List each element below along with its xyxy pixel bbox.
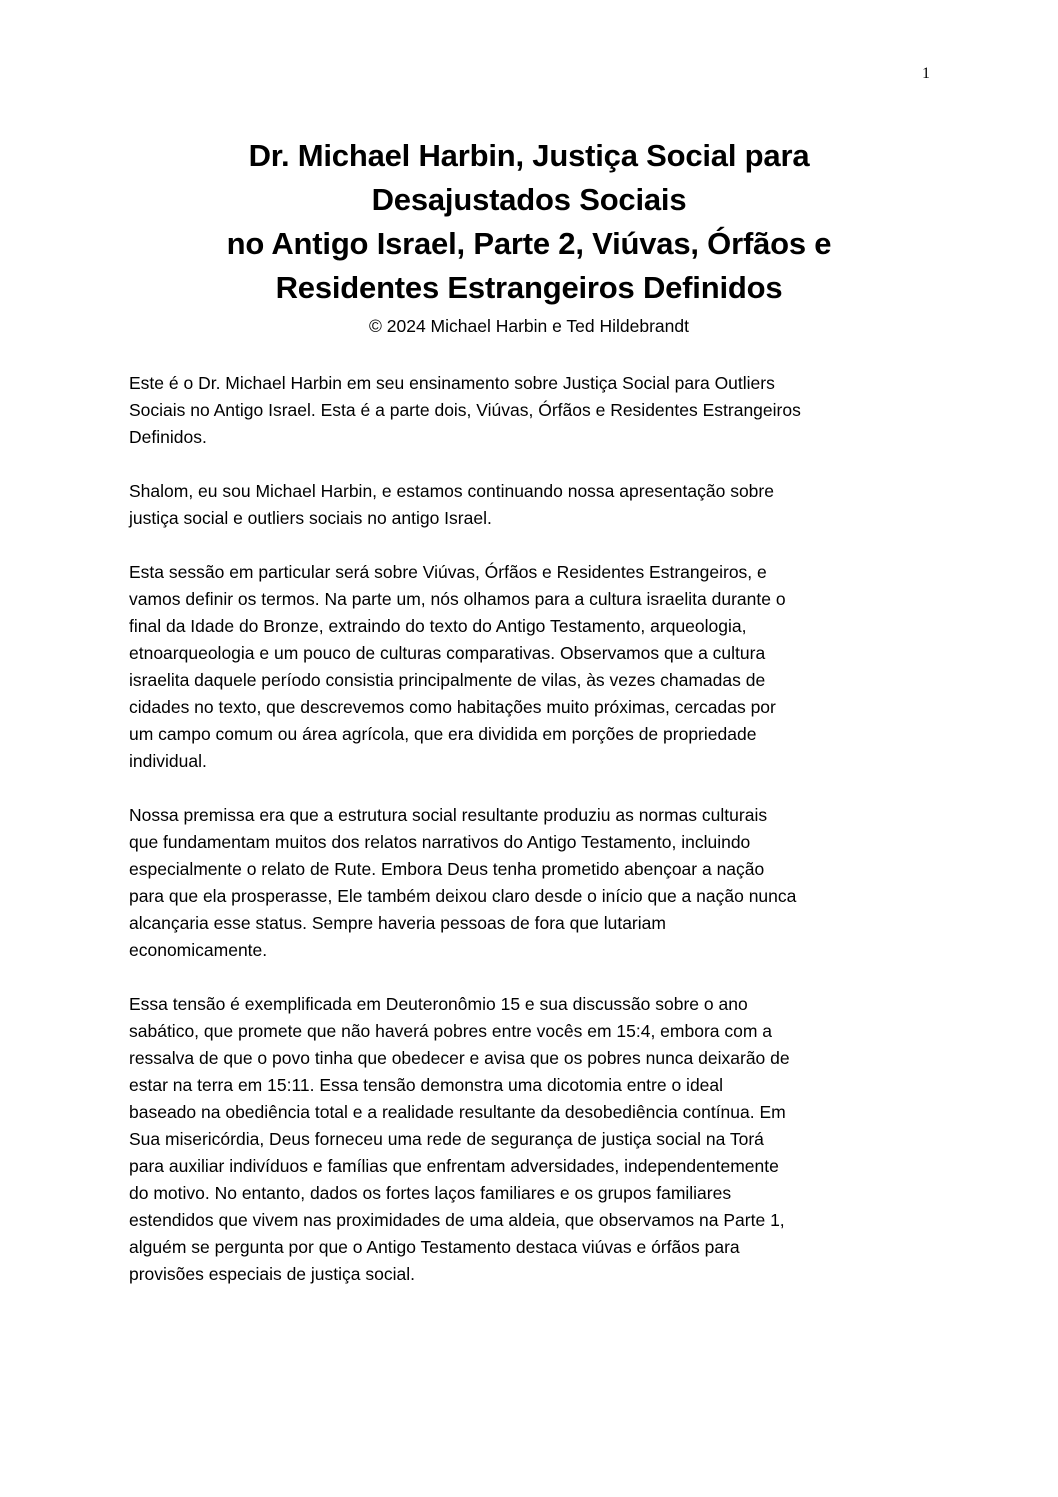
text-line: Essa tensão é exemplificada em Deuteronômio 15 e sua discussão sobre o ano (129, 994, 748, 1014)
text-line: que fundamentam muitos dos relatos narrativos do Antigo Testamento, incluindo (129, 832, 751, 852)
title-line: no Antigo Israel, Parte 2, Viúvas, Órfãos e (226, 226, 832, 261)
page-number: 1 (922, 65, 930, 82)
text-line: vamos definir os termos. Na parte um, nós olhamos para a cultura israelita durante o (129, 589, 786, 609)
title-line: Residentes Estrangeiros Definidos (275, 270, 783, 305)
text-line: para auxiliar indivíduos e famílias que enfrentam adversidades, independentemente (129, 1156, 779, 1176)
text-line: estendidos que vivem nas proximidades de uma aldeia, que observamos na Parte 1, (129, 1210, 785, 1230)
paragraph-tension (129, 991, 939, 1288)
text-line: final da Idade do Bronze, extraindo do texto do Antigo Testamento, arqueologia, (129, 616, 747, 636)
title-line: Dr. Michael Harbin, Justiça Social para (248, 138, 810, 173)
paragraph-premise (129, 802, 939, 964)
text-line: israelita daquele período consistia principalmente de vilas, às vezes chamadas de (129, 670, 766, 690)
paragraph-session (129, 559, 939, 775)
document-body (129, 370, 939, 1315)
text-line: para que ela prosperasse, Ele também deixou claro desde o início que a nação nunca (129, 886, 797, 906)
text-line: ressalva de que o povo tinha que obedecer e avisa que os pobres nunca deixarão de (129, 1048, 790, 1068)
paragraph-intro (129, 370, 939, 451)
text-line: alcançaria esse status. Sempre haveria pessoas de fora que lutariam (129, 913, 666, 933)
text-line: especialmente o relato de Rute. Embora Deus tenha prometido abençoar a nação (129, 859, 765, 879)
text-line: cidades no texto, que descrevemos como habitações muito próximas, cercadas por (129, 697, 776, 717)
paragraph-greeting (129, 478, 939, 532)
text-line: um campo comum ou área agrícola, que era dividida em porções de propriedade (129, 724, 757, 744)
text-line: baseado na obediência total e a realidade resultante da desobediência contínua. Em (129, 1102, 786, 1122)
text-line: Sociais no Antigo Israel. Esta é a parte dois, Viúvas, Órfãos e Residentes Estrangeiros (129, 400, 801, 420)
text-line: economicamente. (129, 940, 268, 960)
text-line: sabático, que promete que não haverá pobres entre vocês em 15:4, embora com a (129, 1021, 773, 1041)
text-line: Definidos. (129, 427, 207, 447)
text-line: do motivo. No entanto, dados os fortes laços familiares e os grupos familiares (129, 1183, 732, 1203)
text-line: individual. (129, 751, 207, 771)
text-line: Sua misericórdia, Deus forneceu uma rede de segurança de justiça social na Torá (129, 1129, 764, 1149)
text-line: Nossa premissa era que a estrutura social resultante produziu as normas culturais (129, 805, 768, 825)
text-line: Este é o Dr. Michael Harbin em seu ensinamento sobre Justiça Social para Outliers (129, 373, 775, 393)
text-line: Esta sessão em particular será sobre Viúvas, Órfãos e Residentes Estrangeiros, e (129, 562, 767, 582)
text-line: justiça social e outliers sociais no antigo Israel. (129, 508, 492, 528)
copyright-notice: © 2024 Michael Harbin e Ted Hildebrandt (369, 316, 689, 336)
text-line: alguém se pergunta por que o Antigo Testamento destaca viúvas e órfãos para (129, 1237, 740, 1257)
text-line: Shalom, eu sou Michael Harbin, e estamos continuando nossa apresentação sobre (129, 481, 774, 501)
title-line: Desajustados Sociais (371, 182, 687, 217)
text-line: etnoarqueologia e um pouco de culturas comparativas. Observamos que a cultura (129, 643, 766, 663)
text-line: provisões especiais de justiça social. (129, 1264, 415, 1284)
text-line: estar na terra em 15:11. Essa tensão demonstra uma dicotomia entre o ideal (129, 1075, 724, 1095)
document-title (100, 134, 958, 310)
